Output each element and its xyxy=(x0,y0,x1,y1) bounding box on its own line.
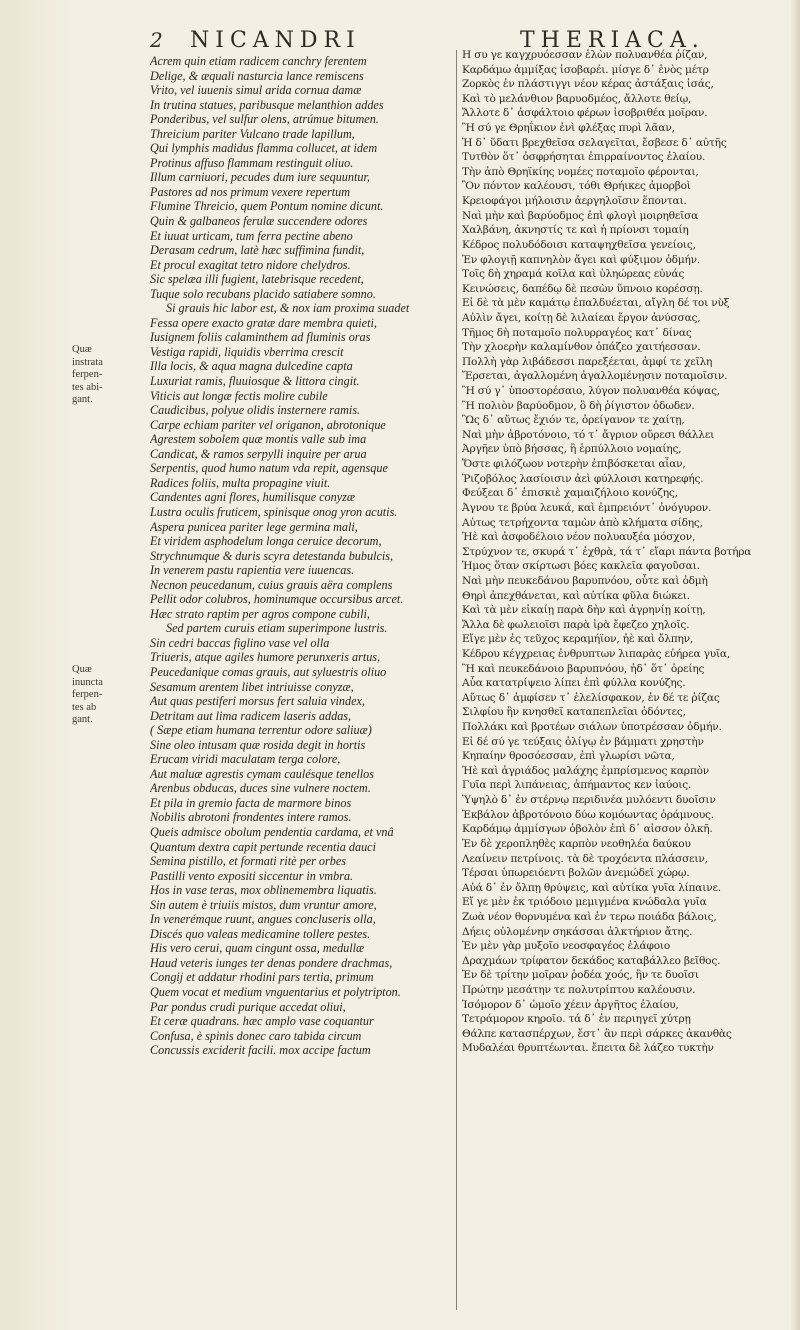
latin-verse-line: Semina pistillo, et formati ritè per orbes xyxy=(150,854,347,869)
greek-verse-line: Πολλὴ γὰρ λιβάδεσσι παρεξέεται, ἀμφί τε χεῖλη xyxy=(462,355,713,368)
latin-verse-line: Strychnumque & duris scyra detestanda bubulcis, xyxy=(150,548,394,563)
greek-verse-line: Ζορκὸς ἐν πλάστιγγι νέον κέρας ἀστάξαις ἰσάς, xyxy=(462,78,714,91)
greek-verse-line: Καρδάμω ἀμμίξας ἰσοβαρέι. μίσγε δ᾽ ἑνὸς μέτρ xyxy=(462,63,709,76)
greek-verse-line: Τυτθὸν ὅτ᾽ ὀσφρήσηται ἐπιρραίνοντος ἐλαίου. xyxy=(462,151,706,164)
latin-verse-line: Lustra oculis fruticem, spinisque onog yron acutis. xyxy=(150,504,398,519)
latin-verse-line: Et iuuat urticam, tum ferra pectine abeno xyxy=(150,228,353,243)
latin-verse-line: Aspera punicea pariter lege germina mali, xyxy=(150,519,358,534)
margin-note-line: tes abi- xyxy=(72,381,103,393)
greek-verse-line: Η συ γε καγχρυόεσσαν ἑλὼν πολυανθέα ῥίζαν, xyxy=(462,49,708,61)
greek-verse-line: Ἐν δὲ τρίτην μοῖραν ῥοδέα χοός, ἣν τε δυοῖσι xyxy=(462,969,699,982)
margin-note-line: instrata xyxy=(72,356,103,368)
latin-verse-line: Threicium pariter Vulcano trade lapillum, xyxy=(150,126,355,141)
latin-verse-line: Et pila in gremio facta de marmore binos xyxy=(150,795,352,810)
latin-verse-line: Radices foliis, multa propagine viuit. xyxy=(150,475,331,490)
latin-verse-line: Triueris, atque agiles humore perunxeris artus, xyxy=(150,650,381,665)
latin-verse-line: Luxuriat ramis, fluuiosque & littora cingit. xyxy=(150,374,360,389)
latin-verse-line: Sic spelæa illi fugient, latebrisque recedent, xyxy=(150,272,364,287)
greek-verse-line: Ὣς δ᾽ αὔτως ἔχιόν τε, ὀρείγανον τε χαίτῃ, xyxy=(462,414,685,427)
latin-running-head: NICANDRI xyxy=(190,28,361,53)
greek-verse-line: Ἡ δ᾽ ὕδατι βρεχθεῖσα σελαγεῖται, ἔσβεσε δ᾽ αὐτῆς xyxy=(462,136,727,149)
latin-verse-line: Derasam cedrum, latè hæc suffimina fundit, xyxy=(150,243,365,258)
greek-verse-line: Ἠὲ καὶ ἀγριάδος μαλάχης ἐμπρίσμενος καρπὸν xyxy=(462,764,709,777)
latin-verse-line: Agrestem sobolem quæ montis valle sub ima xyxy=(150,432,367,447)
margin-note-line: Quæ xyxy=(72,344,92,355)
greek-verse-line: Ὑψηλὸ δ᾽ ἐν στέρνῳ περιδινέα μυλόεντι δυοῖσιν xyxy=(462,794,716,807)
greek-verse-line: Ἢ σύ γε Θρηΐκιον ἐνὶ φλέξας πυρὶ λᾶαν, xyxy=(462,122,675,135)
margin-note-line: inuncta xyxy=(72,676,103,688)
greek-verse-line: Κεινώσεις, δαπέδῳ δὲ πεσὼν ὕπνοιο κορέσσῃ. xyxy=(462,282,703,295)
latin-verse-line: In trutina statues, paribusque melanthion addes xyxy=(150,97,384,112)
greek-verse-line: Τοῖς δὴ χηραμά κοῖλα καὶ ὑληώρεας εὐνάς xyxy=(462,268,685,281)
greek-verse-line: Κέδρου κέγχρειας ἐνθρυπτων λιπαρὰς εὐήρεα γυῖα, xyxy=(462,647,731,660)
latin-verse-line: Concussis exciderit facili. mox accipe factum xyxy=(150,1043,371,1058)
column-divider xyxy=(456,50,457,1310)
latin-verse-line: In venerémque ruunt, angues concluseris olla, xyxy=(150,912,376,927)
greek-verse-line: Εἴγε μὲν ἐς τεῦχος κεραμήϊον, ἠὲ καὶ ὄλπην, xyxy=(462,633,694,646)
greek-verse-line: Σιλφίου ἢν κνησθεῖ καταπεπλεῖαι ὀδόντες, xyxy=(462,706,686,719)
latin-verse-line: Haud veteris iunges ter denas pondere drachmas, xyxy=(150,955,393,970)
latin-verse-line: Sesamum arentem libet intriuisse conyzæ, xyxy=(150,679,354,694)
greek-verse-line: Κρειοφάγοι μήλοισιν ἀεργηλοῖσιν ἕπονται. xyxy=(462,195,687,208)
greek-verse-line: Θηρὶ ἀπεχθάνεται, καὶ αὐτίκα φῦλα διώκει. xyxy=(462,589,690,602)
greek-verse-line: Πολλάκι καὶ βροτέων σιάλων ὑποτρέσσαν ὀδμήν. xyxy=(462,721,722,734)
margin-note-line: ferpen- xyxy=(72,689,103,700)
greek-verse-line: Ἡμος ὅταν σκίρτωσι βόες κακλεῖα φαγοῦσαι. xyxy=(462,560,700,573)
greek-verse-line: Εἰ δὲ τὰ μὲν καμάτῳ ἐπαλδυέεται, αἴγλη δέ τοι νὺξ xyxy=(462,297,730,310)
greek-verse-line: Αὐά δ᾽ ἐν ὄλπῃ θρύψεις, καὶ αὐτίκα γυῖα λίπαινε. xyxy=(462,881,721,894)
latin-verse-line: Acrem quin etiam radicem canchry ferentem xyxy=(150,54,367,68)
greek-verse-line: Δραχμάων τρίφατον δεκάδος καταβάλλεο βεῖθος. xyxy=(462,954,721,967)
latin-verse-line: Illa locis, & aqua magna dulcedine capta xyxy=(150,359,353,374)
greek-verse-line: Κέδρος πολυδόδοισι καταψηχθεῖσα γενείοις, xyxy=(462,238,696,251)
greek-verse-line: Ἐν μὲν γὰρ μυξοῖο νεοσφαγέος ἐλάφοιο xyxy=(462,940,671,953)
latin-verse-line: Necnon peucedanum, cuius grauis aëra complens xyxy=(150,577,393,592)
latin-verse-line: Caudicibus, polyue olidis insternere ramis. xyxy=(150,403,361,418)
margin-note-line: Quæ xyxy=(72,664,92,675)
latin-verse-line: Erucam viridi maculatam terga colore, xyxy=(150,752,341,767)
greek-verse-line: Καρδάμῳ ἀμμίσγων ὀβολὸν ἐπὶ δ᾽ αἰσσον ὁλκῆ. xyxy=(462,823,713,836)
latin-verse-line: Vrito, vel iuuenis simul arida cornua damæ xyxy=(150,83,362,98)
greek-text-column xyxy=(462,48,792,1056)
greek-verse-line: Κηπαίην θροσόεσσαν, ἐπὶ γλωρίσι νῶτα, xyxy=(462,750,675,763)
latin-verse-line: Par pondus crudi purique accedat oliui, xyxy=(150,999,346,1014)
greek-verse-line: Ἠὲ καὶ ἀσφοδέλοιο νέον πολυαυξέα μόσχον, xyxy=(462,531,696,544)
greek-verse-line: Αὖα κατατρίψειο λίπει ἐπὶ φύλλα κονύζης. xyxy=(462,677,686,690)
latin-verse-line: Aut quas pestiferi morsus fert saluia vindex, xyxy=(150,694,365,709)
greek-verse-line: Εἴ γε μὲν ἐκ τριόδοιο μεμιγμένα κνώδαλα γυῖα xyxy=(462,896,707,909)
greek-verse-line: Φεύξεαι δ᾽ ἐπισκιὲ χαμαιζήλοιο κονύζης, xyxy=(462,487,678,500)
greek-verse-line: Ἄλλοτε δ᾽ ἀσφάλτοιο φέρων ἰσοβριθέα μοῖραν. xyxy=(462,107,708,120)
greek-verse-line: Τὴν ἀπὸ Θρηϊκίης νομέες ποταμοῖο φέρονται, xyxy=(462,165,699,178)
latin-verse-line: Confusa, è spinis donec caro tabida circum xyxy=(150,1028,362,1043)
page-edge-shading xyxy=(790,0,800,1330)
page-number: 2 xyxy=(150,28,163,52)
latin-verse-line: Queis admisce obolum pendentia cardama, et vnâ xyxy=(150,824,394,839)
latin-verse-line: Arenbus obducas, duces sine vulnere noctem. xyxy=(150,781,371,796)
greek-verse-line: Ῥιζοβόλος λασίοισιν ἀεὶ φύλλοισι κατηρεφής. xyxy=(462,472,704,485)
greek-verse-line: Λεαίνειν πετρίνοις. τὰ δὲ τροχόεντα πλάσσειν, xyxy=(462,852,708,865)
latin-verse-line: Pastilli vento expositi siccentur in vmbra. xyxy=(150,868,354,883)
latin-verse-line: Pastores ad nos primum vexere repertum xyxy=(150,184,351,199)
latin-verse-line: Et ceræ quadrans. hæc amplo vase coquantur xyxy=(150,1014,374,1029)
greek-verse-line: Ὃν πόντον καλέουσι, τόθι Θρήικες ἀμορβοὶ xyxy=(462,180,691,193)
latin-verse-line: Quem vocat et medium vnguentarius et polytripton. xyxy=(150,985,401,999)
margin-note-1 xyxy=(72,344,146,407)
latin-verse-line: In venerem pastu rapientia vere iuuencas. xyxy=(150,563,355,578)
latin-verse-line: Quin & galbaneos ferulæ succendere odores xyxy=(150,214,368,229)
greek-verse-line: Ἄλλα δὲ φωλειοῖσι παρὰ ἰρὰ ἔφεζεο χηλοῖς. xyxy=(462,618,690,631)
latin-translation-column xyxy=(150,54,452,1058)
greek-verse-line: Στρύχνον τε, σκυρά τ᾽ ἐχθρὰ, τά τ᾽ εἴαρι πάντα βοτήρα xyxy=(462,545,752,558)
greek-verse-line: Ἀργῆεν ὑπὸ βήσσας, ἢ ἑρπύλλοιο νομαίης, xyxy=(462,443,682,456)
latin-verse-line: Qui lymphis madidus flamma collucet, at idem xyxy=(150,141,378,156)
greek-verse-line: Καὶ τὰ μὲν εἰκαίῃ παρὰ δὴν καὶ ἀγρηνίῃ κοίτῃ, xyxy=(462,604,706,617)
latin-verse-line: Sin cedri baccas figlino vase vel olla xyxy=(150,635,330,650)
latin-verse-line: Si grauis hic labor est, & nox iam proxima suadet xyxy=(166,301,410,316)
latin-verse-line: Pellit odor colubros, hominumque occursibus arcet. xyxy=(150,592,404,607)
latin-verse-line: Tuque solo recubans placido satiabere somno. xyxy=(150,286,376,301)
latin-verse-line: Candicat, & ramos serpylli inquire per arua xyxy=(150,446,367,461)
latin-verse-line: Carpe echiam pariter vel origanon, abrotonique xyxy=(150,417,386,432)
latin-verse-line: Illum carniuori, pecudes dum iure sequuntur, xyxy=(150,170,370,185)
latin-verse-line: Detritam aut lima radicem laseris addas, xyxy=(150,708,352,723)
greek-verse-line: Τετράμορον κηροῖο. τά δ᾽ ἐν περιηγεῖ χύτρῃ xyxy=(462,1013,691,1026)
greek-verse-line: Αὔτως δ᾽ ἀμφίσεν τ᾽ ἐλελίσφακον, ἐν δέ τε ῥίζας xyxy=(462,691,720,704)
latin-verse-line: His vero cerui, quam cingunt ossa, medullæ xyxy=(150,941,365,956)
latin-verse-line: Et procul exagitat tetro nidore chelydros. xyxy=(150,257,351,272)
latin-verse-line: Quantum dextra capit pertunde recentia dauci xyxy=(150,839,376,854)
greek-verse-line: Ἢ καὶ πευκεδάνοιο βαρυπνόου, ἠδ᾽ ὅτ᾽ ὀρείης xyxy=(462,662,705,675)
latin-verse-line: Viticis aut longæ fectis molire cubile xyxy=(150,388,328,403)
latin-verse-line: Nobilis abrotoni frondentes intere ramos. xyxy=(150,810,352,825)
latin-verse-line: Sine oleo intusam quæ rosida degit in hortis xyxy=(150,737,366,752)
greek-verse-line: Μυδαλέαι θρυπτέωνται. ἔπειτα δὲ λάζεο τυκτὴν xyxy=(462,1042,714,1055)
latin-verse-line: Aut maluæ agrestis cymam caulésque tenellos xyxy=(150,766,374,781)
greek-verse-line: Δήεις οὐλομένην σηκάσσαι ἀλκτήριον ἄτης. xyxy=(462,925,693,938)
greek-verse-line: Καὶ τὸ μελάνθιον βαρυοδμέος, ἄλλοτε θείῳ, xyxy=(462,92,692,105)
greek-verse-line: Ἢ πολιὸν βαρύοδμον, ὃ δὴ ῥίγιστον ὀδωδεν. xyxy=(462,399,695,412)
margin-note-2 xyxy=(72,664,146,727)
greek-verse-line: Ἔρσεται, ἀγαλλομένη ἀγαλλομένῃσιν ποταμοῖσιν. xyxy=(462,370,728,383)
latin-verse-line: ( Sæpe etiam humana terrentur odore saliuæ) xyxy=(150,723,372,738)
latin-verse-line: Hos in vase teras, mox oblinemembra liquatis. xyxy=(150,883,377,898)
latin-verse-line: Discés quo valeas medicamine tollere pestes. xyxy=(150,926,371,941)
margin-note-line: gant. xyxy=(72,714,93,725)
greek-verse-line: Ἐν δὲ χεροπληθὲς καρπὸν νεοθηλέα δαύκου xyxy=(462,837,691,850)
greek-verse-line: Ναὶ μὴν ἀβροτόνοιο, τό τ᾽ ἄγριον οὔρεσι θάλλει xyxy=(462,428,715,441)
latin-verse-line: Sed partem curuis etiam superimpone lustris. xyxy=(166,621,388,636)
greek-verse-line: Ὅστε φιλόζωον νοτερὴν ἐπιβόσκεται αἶαν, xyxy=(462,458,686,471)
latin-verse-line: Delige, & æquali nasturcia lance remiscens xyxy=(150,68,364,83)
greek-verse-line: Αὐτως τετρήχοντα ταμὼν ἀπὸ κλήματα σίδης, xyxy=(462,516,703,529)
latin-verse-line: Peucedanique comas grauis, aut syluestris oliuo xyxy=(150,664,387,679)
greek-verse-line: Τὴν χλοερὴν καλαμίνθον ὀπάζεο χαιτήεσσαν. xyxy=(462,341,701,354)
gutter-shading xyxy=(0,0,70,1330)
greek-verse-line: Ἀγνου τε βρύα λευκά, καὶ ἐμπρειόντ᾽ ὀνόγυρον. xyxy=(462,501,712,514)
latin-verse-line: Et viridem asphodelum longa ceruice decorum, xyxy=(150,534,382,549)
greek-verse-line: Ναὶ μὴν καὶ βαρύοδμος ἐπὶ φλογὶ μοιρηθεῖσα xyxy=(462,209,699,222)
latin-verse-line: Iusignem foliis calaminthem ad fluminis oras xyxy=(150,330,371,345)
greek-verse-line: Ἰσόμορον δ᾽ ὠμοῖο χέειν ἀργῆτος ἐλαίου, xyxy=(462,998,679,1011)
greek-verse-line: Τέρσαι ὑπωρειόεντι βολῶν ἀνεμώδεϊ χώρῳ. xyxy=(462,867,690,880)
latin-verse-line: Sin autem è triuiis mistos, dum vruntur amore, xyxy=(150,897,377,912)
latin-verse-line: Candentes agni flores, humilisque conyzæ xyxy=(150,490,356,505)
margin-note-line: gant. xyxy=(72,394,93,405)
greek-running-head: THERIACA. xyxy=(520,28,705,53)
greek-verse-line: Ναὶ μὴν πευκεδάνου βαρυπνόου, οὗτε καὶ ὀδμὴ xyxy=(462,574,708,587)
greek-verse-line: Πρώτην μεσάτην τε πολυτρίπτου καλέουσιν. xyxy=(462,984,696,996)
greek-verse-line: Ἐκβάλον ἀβροτόνοιο δύω κομόωντας ὀράμνους. xyxy=(462,808,714,821)
greek-verse-line: Θάλπε κατασπέρχων, ἔστ᾽ ἂν περὶ σάρκες ἀκανθὰς xyxy=(462,1027,732,1040)
margin-note-line: tes ab xyxy=(72,701,97,713)
latin-verse-line: Fessa opere exacto gratæ dare membra quieti, xyxy=(150,315,377,330)
greek-verse-line: Αὐλὶν ἄγει, κοίτῃ δὲ λιλαίεαι ἔργον ἀνύσσας, xyxy=(462,311,701,324)
greek-verse-line: Τῆμος δὴ ποταμοῖο πολυρραγέος κατ᾽ δίνας xyxy=(462,326,692,339)
greek-verse-line: Χαλβάνη, ἀκνηστίς τε καὶ ἡ πρίονσι τομαίη xyxy=(462,224,689,237)
greek-verse-line: Εἰ δέ σύ γε τεύξαις ὀλίγῳ ἐν βάμματι χρηστὴν xyxy=(462,735,704,748)
greek-verse-line: Ἢ σύ γ᾽ ὑποστορέσαιο, λύγον πολυανθέα κόψας, xyxy=(462,385,720,398)
latin-verse-line: Serpentis, quod humo natum vda repit, agensque xyxy=(150,461,388,476)
latin-verse-line: Ponderibus, vel sulfur olens, atrúmue bitumen. xyxy=(150,112,379,127)
margin-note-line: ferpen- xyxy=(72,369,103,380)
greek-verse-line: Ζωὰ νέον θορνυμένα καὶ ἐν τερω ποιάδα βάλοις, xyxy=(462,910,717,923)
latin-verse-line: Congij et addatur rhodini pars tertia, primum xyxy=(150,970,374,985)
latin-verse-line: Protinus affuso flammam restinguit oliuo. xyxy=(150,155,354,170)
greek-verse-line: Γυῖα περὶ λιπάνειας, ἀπήμαντος κεν ἰαύοις. xyxy=(462,779,692,792)
latin-verse-line: Flumine Threicio, quem Pontum nomine dicunt. xyxy=(150,199,384,214)
greek-verse-line: Ἐν φλογιῇ καπνηλὸν ἄγει καὶ φύξιμον ὀδμήν. xyxy=(462,253,701,266)
latin-verse-line: Hæc strato raptim per agros compone cubili, xyxy=(150,606,370,621)
latin-verse-line: Vestiga rapidi, liquidis vberrima crescit xyxy=(150,344,344,359)
